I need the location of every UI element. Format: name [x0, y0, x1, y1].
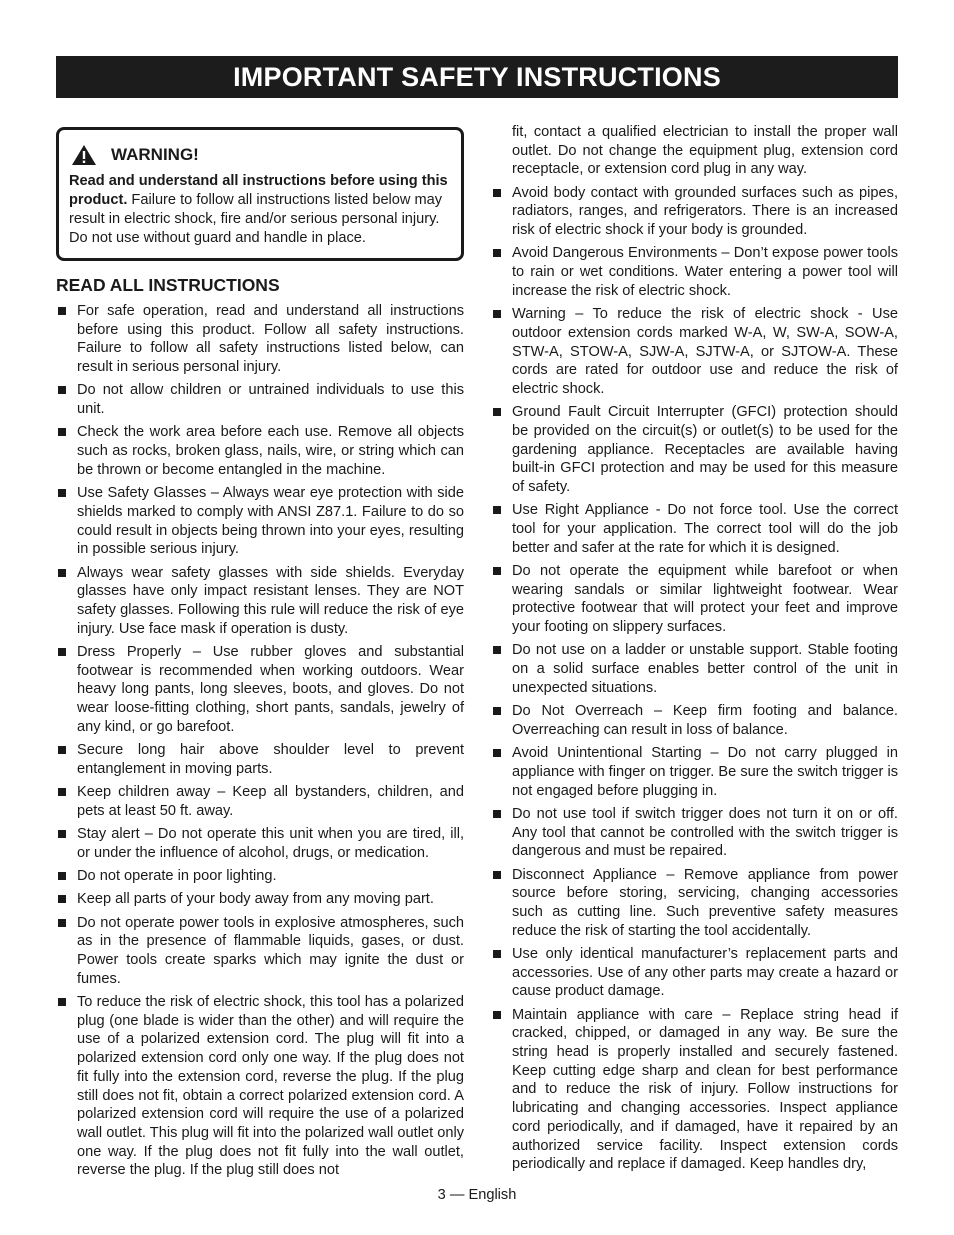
list-item	[491, 184, 898, 240]
list-item	[491, 244, 898, 300]
square-bullet-icon	[493, 310, 501, 318]
square-bullet-icon	[58, 830, 66, 838]
list-item-text: Avoid body contact with grounded surfaces such as pipes, radiators, ranges, and refrigerators. There is an increased risk of electric shock if your body is grounded.	[512, 184, 898, 239]
square-bullet-icon	[58, 428, 66, 436]
list-item	[56, 890, 464, 909]
list-item	[56, 741, 464, 778]
left-instruction-list	[56, 302, 464, 1180]
list-item	[56, 993, 464, 1180]
square-bullet-icon	[493, 1011, 501, 1019]
list-item-text: Keep all parts of your body away from any moving part.	[77, 891, 434, 908]
square-bullet-icon	[58, 919, 66, 927]
list-item-text: Keep children away – Keep all bystanders, children, and pets at least 50 ft. away.	[77, 784, 464, 819]
square-bullet-icon	[58, 648, 66, 656]
list-item-text: Do not operate the equipment while barefoot or when wearing sandals or similar lightweight footwear. Wear protective footwear that will protect your feet and improve your footing on slippery surfaces.	[512, 563, 898, 636]
list-item	[491, 1006, 898, 1174]
warning-triangle-icon	[71, 144, 97, 166]
list-item	[56, 381, 464, 418]
list-item-text: Do not use on a ladder or unstable support. Stable footing on a solid surface enables better control of the unit in unexpected situations.	[512, 642, 898, 696]
list-item-text: Maintain appliance with care – Replace string head if cracked, chipped, or damaged in any way. Be sure the string head is properly installed and securely fastened. Keep cutting edge sharp and clean for best performance and to reduce the risk of injury. Follow instructions for lubricating and changing accessories. Inspect appliance cord periodically, and if damaged, have it repaired by an authorized service facility. Inspect extension cords periodically and replace if damaged. Keep handles dry,	[512, 1006, 898, 1173]
list-item-text: To reduce the risk of electric shock, this tool has a polarized plug (one blade is wider than the other) and will require the use of a polarized extension cord. The plug will fit into a polarized extension cord only one way. If the plug does not fit fully into the extension cord, reverse the plug. If the plug still does not fit, obtain a correct polarized extension cord. A polarized extension cord will require the use of a polarized wall outlet. This plug will fit into the polarized wall outlet only one way. If the plug does not fit fully into the wall outlet, reverse the plug. If the plug still does not	[77, 994, 464, 1179]
list-item-text: Do not operate in poor lighting.	[77, 868, 277, 885]
list-item	[491, 641, 898, 697]
right-instruction-list	[491, 184, 898, 1174]
list-item-text: Do Not Overreach – Keep firm footing and balance. Overreaching can result in loss of balance.	[512, 703, 898, 738]
list-item	[56, 564, 464, 639]
square-bullet-icon	[58, 386, 66, 394]
square-bullet-icon	[58, 788, 66, 796]
list-item	[491, 305, 898, 399]
list-item-text: Do not operate power tools in explosive atmospheres, such as in the presence of flammable liquids, gases, or dust. Power tools create sparks which may ignite the dust or fumes.	[77, 914, 464, 987]
square-bullet-icon	[493, 189, 501, 197]
list-item-text: Dress Properly – Use rubber gloves and substantial footwear is recommended when working outdoors. Wear heavy long pants, long sleeves, boots, and gloves. Do not wear loose-fitting clothing, short pants, sandals, jewelry of any kind, or go barefoot.	[77, 643, 464, 735]
list-item-text: Avoid Dangerous Environments – Don’t expose power tools to rain or wet conditions. Water entering a power tool will increase the risk of electric shock.	[512, 245, 898, 299]
list-item-text: For safe operation, read and understand all instructions before using this product. Follow all safety instructions. Failure to follow all safety instructions listed below, can result in serious personal injury.	[77, 303, 464, 376]
list-item-text: Disconnect Appliance – Remove appliance from power source before storing, servicing, changing accessories such as cutting line. Such preventive safety measures reduce the risk of starting the tool accidentally.	[512, 866, 898, 939]
list-item-text: Do not use tool if switch trigger does not turn it on or off. Any tool that cannot be controlled with the switch trigger is dangerous and must be repaired.	[512, 805, 898, 860]
page-title: IMPORTANT SAFETY INSTRUCTIONS	[56, 56, 898, 98]
list-item-text: Use only identical manufacturer’s replacement parts and accessories. Use of any other parts may create a hazard or cause product damage.	[512, 945, 898, 1000]
square-bullet-icon	[493, 408, 501, 416]
warning-box	[56, 127, 464, 261]
right-column	[491, 123, 898, 1179]
list-item-text: Avoid Unintentional Starting – Do not carry plugged in appliance with finger on trigger. Be sure the switch trigger is not engaged before plugging in.	[512, 745, 898, 799]
warning-text	[69, 172, 451, 248]
square-bullet-icon	[58, 998, 66, 1006]
square-bullet-icon	[58, 872, 66, 880]
list-item	[491, 403, 898, 497]
warning-title: WARNING!	[111, 145, 199, 164]
list-item	[491, 562, 898, 637]
square-bullet-icon	[58, 307, 66, 315]
list-item	[56, 302, 464, 377]
list-item-text: Stay alert – Do not operate this unit when you are tired, ill, or under the influence of alcohol, drugs, or medication.	[77, 826, 464, 861]
list-item-text: Ground Fault Circuit Interrupter (GFCI) protection should be provided on the circuit(s) or outlet(s) to be used for the gardening appliance. Receptacles are available having built-in GFCI protection and may be used for this measure of safety.	[512, 404, 898, 496]
list-item	[491, 866, 898, 941]
warning-header	[69, 144, 451, 166]
square-bullet-icon	[58, 569, 66, 577]
section-title: READ ALL INSTRUCTIONS	[56, 275, 280, 295]
list-item	[56, 484, 464, 559]
list-item	[56, 783, 464, 820]
square-bullet-icon	[493, 707, 501, 715]
list-item-text: Always wear safety glasses with side shields. Everyday glasses have only impact resistant lenses. They are NOT safety glasses. Following this rule will reduce the risk of eye injury. Use face mask if operation is dusty.	[77, 564, 464, 637]
left-column	[56, 127, 464, 1185]
list-item-text: Secure long hair above shoulder level to prevent entanglement in moving parts.	[77, 742, 464, 777]
list-item-text: Warning – To reduce the risk of electric shock - Use outdoor extension cords marked W-A, W, SW-A, SOW-A, STW-A, STOW-A, SJW-A, SJTW-A, or SJTOW-A. These cords are rated for outdoor use and reduce the risk of electric shock.	[512, 306, 898, 397]
square-bullet-icon	[493, 506, 501, 514]
continued-text: fit, contact a qualified electrician to install the proper wall outlet. Do not change the equipment plug, extension cord receptacle, or extension cord plug in any way.	[512, 124, 898, 178]
square-bullet-icon	[493, 810, 501, 818]
list-item-text: Check the work area before each use. Remove all objects such as rocks, broken glass, nails, wire, or string which can be thrown or become entangled in the machine.	[77, 424, 464, 478]
square-bullet-icon	[493, 749, 501, 757]
square-bullet-icon	[493, 249, 501, 257]
square-bullet-icon	[58, 489, 66, 497]
square-bullet-icon	[493, 950, 501, 958]
list-item-text: Do not allow children or untrained individuals to use this unit.	[77, 382, 464, 418]
square-bullet-icon	[58, 746, 66, 754]
list-item	[56, 914, 464, 989]
square-bullet-icon	[493, 567, 501, 575]
square-bullet-icon	[58, 895, 66, 903]
list-item	[56, 643, 464, 737]
list-item	[491, 702, 898, 739]
list-item	[491, 945, 898, 1001]
list-item	[56, 423, 464, 479]
list-item	[56, 825, 464, 862]
list-item	[491, 744, 898, 800]
list-item-text: Use Safety Glasses – Always wear eye protection with side shields marked to comply with ANSI Z87.1. Failure to do so could result in objects being thrown into your eyes, resulting in possible serious injury.	[77, 485, 464, 558]
list-item	[56, 867, 464, 886]
square-bullet-icon	[493, 871, 501, 879]
warning-body-text: Failure to follow all instructions listed below may result in electric shock, fire and/or serious personal injury. Do not use without guard and handle in place.	[69, 192, 443, 246]
list-item	[491, 805, 898, 861]
warning-bold-text: Read and understand all instructions before using this product.	[69, 173, 448, 208]
square-bullet-icon	[493, 646, 501, 654]
list-item-text: Use Right Appliance - Do not force tool. Use the correct tool for your application. The correct tool will do the job better and safer at the rate for which it is designed.	[512, 502, 898, 556]
list-item	[491, 501, 898, 557]
page-footer: 3 — English	[437, 1187, 517, 1203]
